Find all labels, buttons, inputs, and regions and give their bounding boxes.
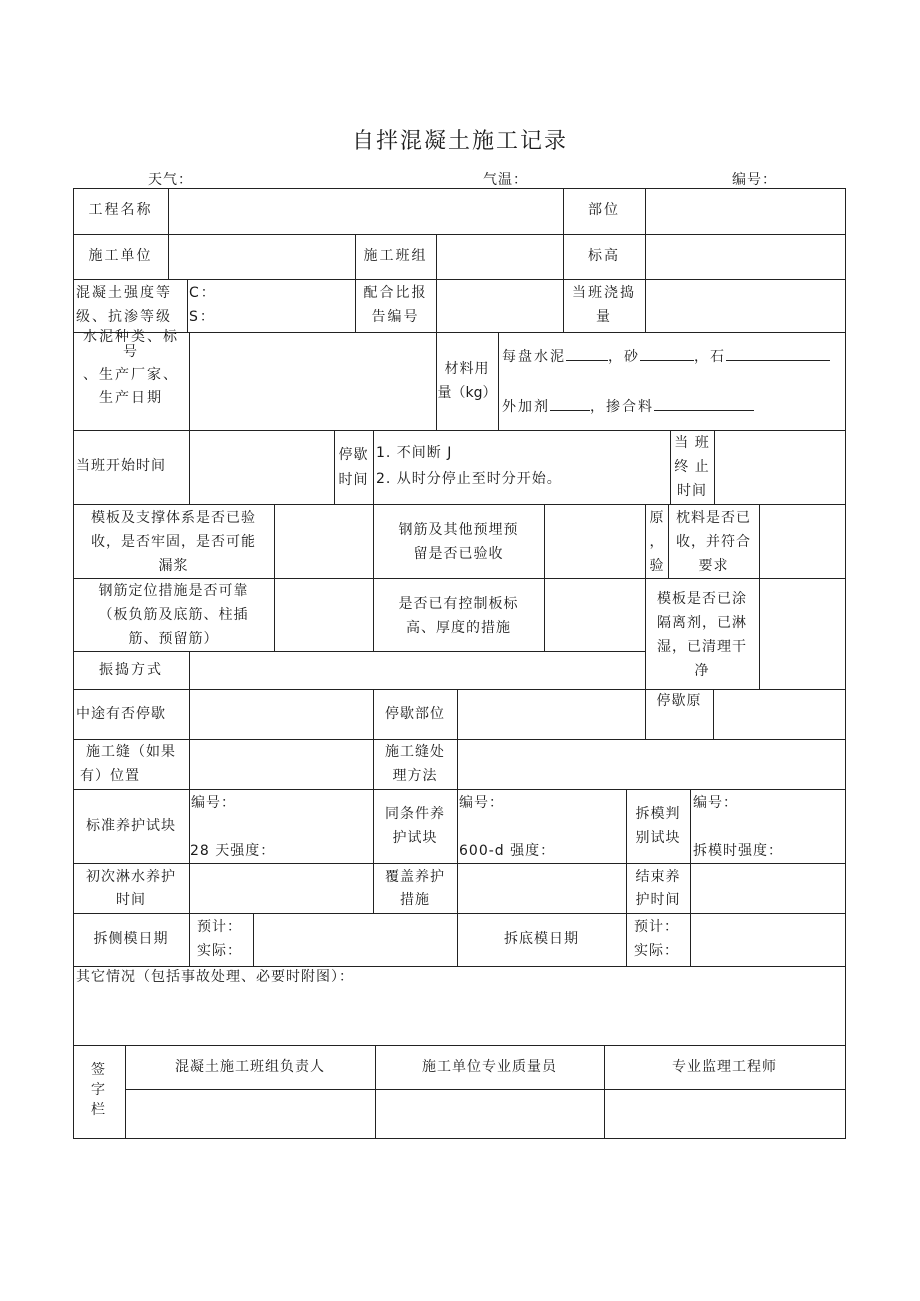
same-condition-label-line1: 同条件养 <box>385 806 445 822</box>
per-batch-cement-label: 每盘水泥 <box>502 349 566 365</box>
standard-cure-number-label: 编号： <box>191 795 236 811</box>
team-field[interactable] <box>437 235 563 279</box>
vibration-method-field[interactable] <box>190 652 645 689</box>
formwork-label-line1: 模板及支撑体系是否已验 <box>91 510 256 526</box>
elevation-field[interactable] <box>646 235 845 279</box>
construction-unit-field[interactable] <box>169 235 355 279</box>
cement-label-line3: 、生产厂家、 <box>83 367 179 383</box>
same-condition-label-line2: 护试块 <box>392 830 438 846</box>
rebar-position-label-line2: （板负筋及底筋、柱插 <box>98 607 249 623</box>
strength-label-line2: 级、抗渗等级 <box>76 309 172 325</box>
quality-officer-signature-label: 施工单位专业质量员 <box>422 1059 557 1075</box>
same-condition-number-label: 编号： <box>459 795 504 811</box>
control-measure-label-line1: 是否已有控制板标 <box>398 596 519 612</box>
supervisor-signature-label: 专业监理工程师 <box>672 1059 777 1075</box>
elevation-label: 标高 <box>588 248 620 264</box>
cement-label-line4: 生产日期 <box>99 390 163 406</box>
mix-report-label-line1: 配合比报 <box>363 285 428 301</box>
temperature-label: 气温： <box>483 172 528 188</box>
joint-position-field[interactable] <box>190 740 373 789</box>
pause-reason-label: 停歇原 <box>656 693 702 709</box>
demold-judge-label-line2: 别试块 <box>635 830 681 846</box>
release-agent-label-line2: 隔离剂，已淋 <box>657 615 747 631</box>
project-name-label: 工程名称 <box>88 202 153 218</box>
team-leader-signature-field[interactable] <box>126 1090 375 1138</box>
joint-method-label-line2: 理方法 <box>392 768 438 784</box>
midway-pause-label: 中途有否停歇 <box>76 706 166 722</box>
side-form-planned-label: 预计： <box>197 919 242 935</box>
cement-field[interactable] <box>190 333 436 430</box>
first-water-label-line1: 初次淋水养护 <box>86 869 176 885</box>
pause-time-label-line2: 时间 <box>338 472 369 488</box>
weather-label: 天气： <box>148 172 193 188</box>
other-situations-field[interactable] <box>73 990 845 1045</box>
strength-label-line1: 混凝土强度等 <box>76 285 172 301</box>
first-water-label-line2: 时间 <box>116 892 146 908</box>
strength-28-day-label: 28 天强度： <box>190 843 276 859</box>
cover-cure-label-line1: 覆盖养护 <box>385 869 445 885</box>
midway-pause-field[interactable] <box>190 690 373 739</box>
mix-report-label-line2: 告编号 <box>371 309 420 325</box>
additive-label: ，掺合料 <box>590 399 654 415</box>
signature-column-label-line1: 签 <box>91 1062 107 1078</box>
joint-method-label-line1: 施工缝处 <box>385 744 445 760</box>
signature-column-label-line2: 字 <box>91 1082 107 1098</box>
s-label: S： <box>189 309 216 325</box>
shift-start-field[interactable] <box>190 431 334 504</box>
formwork-label-line2: 收，是否牢固，是否可能 <box>91 534 256 550</box>
pause-option-1: 1. 不间断 J <box>376 445 453 461</box>
raw-material-label-line3: 验 <box>649 558 664 574</box>
shift-end-label-line2: 终 止 <box>674 459 710 475</box>
bottom-form-actual-label: 实际： <box>634 943 679 959</box>
shift-end-field[interactable] <box>715 431 845 504</box>
cement-label-line1: 水泥种类、标 <box>83 329 179 345</box>
pour-volume-field[interactable] <box>646 280 845 332</box>
end-cure-label-line2: 护时间 <box>635 892 681 908</box>
cover-cure-label-line2: 措施 <box>400 892 430 908</box>
construction-unit-label: 施工单位 <box>88 248 153 264</box>
end-cure-label-line1: 结束养 <box>635 869 681 885</box>
admixture-line <box>502 395 754 419</box>
rebar-position-label-line3: 筋、预留筋） <box>128 631 219 647</box>
material-usage-label-line2: 量（kg） <box>437 385 497 401</box>
pause-reason-field[interactable] <box>714 690 845 739</box>
raw-material-label-line2: ， <box>649 534 664 550</box>
demold-judge-label-line1: 拆模判 <box>635 806 681 822</box>
team-label: 施工班组 <box>363 248 428 264</box>
batch-cement-line <box>502 345 830 369</box>
side-form-actual-label: 实际： <box>197 943 242 959</box>
pour-volume-label-line1: 当班浇捣 <box>572 285 636 301</box>
pause-option-2: 2. 从时分停止至时分开始。 <box>376 471 562 487</box>
team-leader-signature-label: 混凝土施工班组负责人 <box>175 1059 325 1075</box>
other-situations-label: 其它情况（包括事故处理、必要时附图）： <box>76 969 354 985</box>
bottom-form-date-label: 拆底模日期 <box>504 931 579 947</box>
material-accepted-label-line2: 收，并符合 <box>676 534 751 550</box>
joint-position-label-line2: 有）位置 <box>80 768 140 784</box>
admixture-label: 外加剂 <box>502 399 550 415</box>
joint-position-label-line1: 施工缝（如果 <box>86 744 176 760</box>
side-form-date-label: 拆侧模日期 <box>93 931 169 947</box>
part-field[interactable] <box>646 189 845 234</box>
strength-600d-label: 600-d 强度： <box>459 843 556 859</box>
shift-end-label-line1: 当 班 <box>674 435 710 451</box>
demold-strength-label: 拆模时强度： <box>693 843 783 859</box>
supervisor-signature-field[interactable] <box>605 1090 845 1138</box>
mix-report-field[interactable] <box>437 280 563 332</box>
pause-location-label: 停歇部位 <box>385 706 445 722</box>
stone-label: ，石 <box>694 349 726 365</box>
release-agent-label-line3: 湿，已清理干 <box>657 639 747 655</box>
shift-start-label: 当班开始时间 <box>76 458 166 474</box>
rebar-accepted-label-line1: 钢筋及其他预埋预 <box>398 522 519 538</box>
rebar-accepted-label-line2: 留是否已验收 <box>413 546 504 562</box>
demold-number-label: 编号： <box>693 795 738 811</box>
pause-location-field[interactable] <box>458 690 645 739</box>
standard-cure-label: 标准养护试块 <box>86 818 176 834</box>
page-title: 自拌混凝土施工记录 <box>351 129 568 154</box>
bottom-form-planned-label: 预计： <box>634 919 679 935</box>
number-label: 编号： <box>732 172 777 188</box>
material-usage-label-line1: 材料用 <box>444 361 490 377</box>
raw-material-label-line1: 原 <box>649 510 664 526</box>
pour-volume-label-line2: 量 <box>596 309 612 325</box>
joint-method-field[interactable] <box>458 740 845 789</box>
rebar-position-label-line1: 钢筋定位措施是否可靠 <box>98 583 249 599</box>
material-accepted-label-line3: 要求 <box>698 558 729 574</box>
formwork-label-line3: 漏浆 <box>158 558 189 574</box>
part-label: 部位 <box>588 202 620 218</box>
shift-end-label-line3: 时间 <box>677 483 707 499</box>
release-agent-label-line1: 模板是否已涂 <box>657 591 747 607</box>
sand-label: ，砂 <box>608 349 640 365</box>
vibration-method-label: 振捣方式 <box>99 662 163 678</box>
cement-label-line2: 号 <box>123 344 139 360</box>
signature-column-label-line3: 栏 <box>91 1102 107 1118</box>
release-agent-label-line4: 净 <box>694 663 710 679</box>
c-label: C： <box>189 285 217 301</box>
project-name-field[interactable] <box>169 189 563 234</box>
control-measure-label-line2: 高、厚度的措施 <box>406 620 511 636</box>
pause-time-label-line1: 停歇 <box>338 447 369 463</box>
quality-officer-signature-field[interactable] <box>376 1090 604 1138</box>
material-accepted-label-line1: 枕料是否已 <box>676 510 751 526</box>
